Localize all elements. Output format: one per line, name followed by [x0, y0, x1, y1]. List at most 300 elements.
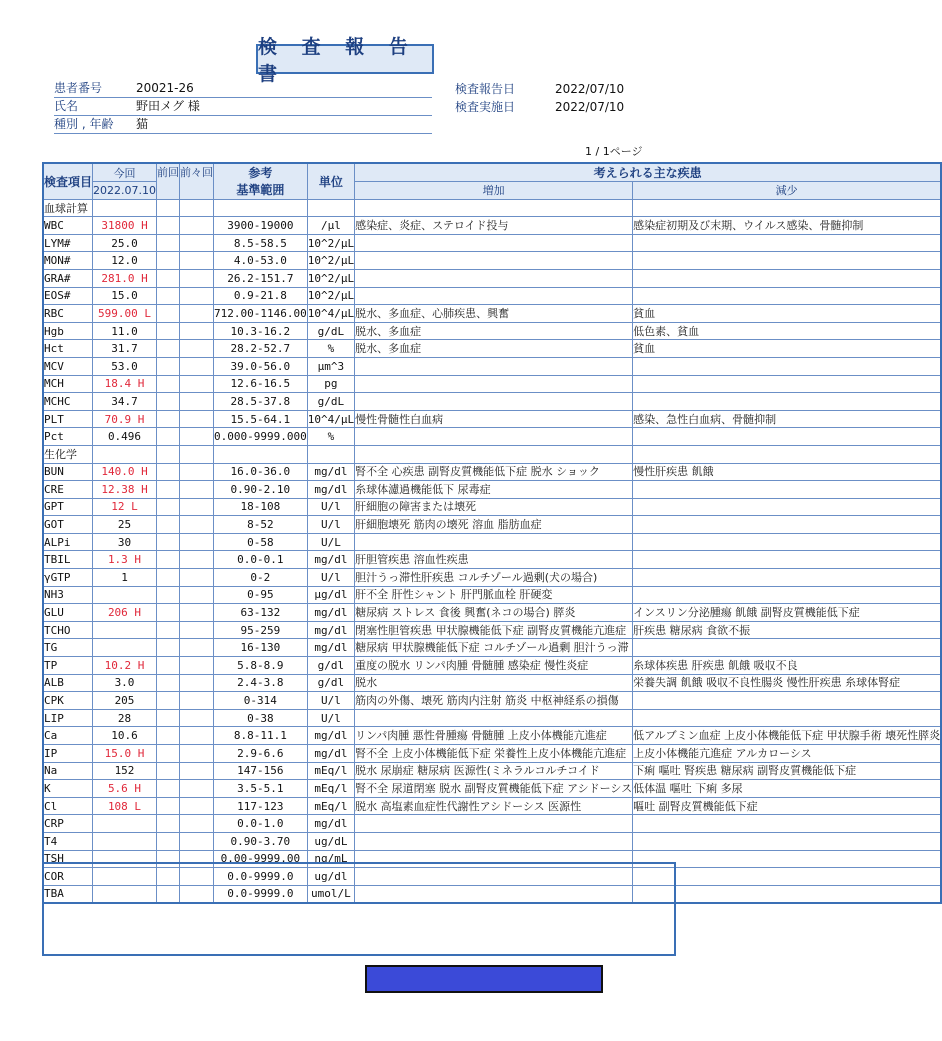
before-previous-value [180, 709, 214, 727]
decrease-diseases [633, 481, 942, 499]
reference-range: 95-259 [214, 621, 308, 639]
before-previous-value [180, 780, 214, 798]
current-value: 140.0 H [93, 463, 157, 481]
increase-diseases [355, 815, 633, 833]
test-name: MCV [43, 357, 93, 375]
increase-diseases [355, 832, 633, 850]
patient-name-label: 氏名 [54, 99, 79, 113]
increase-diseases: 脱水、多血症、心肺疾患、興奮 [355, 305, 633, 323]
current-value: 25 [93, 516, 157, 534]
before-previous-value [180, 322, 214, 340]
reference-range: 117-123 [214, 797, 308, 815]
unit-cell: pg [307, 375, 354, 393]
previous-value [157, 797, 180, 815]
table-row [43, 463, 941, 481]
increase-diseases: 糸球体濾過機能低下 尿毒症 [355, 481, 633, 499]
test-name: γGTP [43, 569, 93, 587]
current-value: 28 [93, 709, 157, 727]
header-unit: 単位 [307, 163, 354, 199]
header-reference [214, 163, 308, 199]
increase-diseases [355, 269, 633, 287]
report-title: 検 査 報 告 書 [256, 44, 434, 74]
table-row [43, 639, 941, 657]
table-row [43, 551, 941, 569]
report-date-label: 検査報告日 [455, 82, 516, 96]
unit-cell: % [307, 428, 354, 446]
unit-cell: ug/dL [307, 832, 354, 850]
table-row [43, 709, 941, 727]
table-row [43, 305, 941, 323]
decrease-diseases: 貧血 [633, 305, 942, 323]
test-name: Hct [43, 340, 93, 358]
redaction-bar [365, 965, 603, 993]
table-row [43, 797, 941, 815]
increase-diseases [355, 287, 633, 305]
test-name: CPK [43, 692, 93, 710]
decrease-diseases: 下痢 嘔吐 腎疾患 糖尿病 副腎皮質機能低下症 [633, 762, 942, 780]
unit-cell: U/l [307, 516, 354, 534]
test-name: TSH [43, 850, 93, 868]
unit-cell: mEq/l [307, 780, 354, 798]
decrease-diseases [633, 357, 942, 375]
header-item: 検査項目 [43, 163, 93, 199]
before-previous-value [180, 621, 214, 639]
table-row [43, 516, 941, 534]
before-previous-value [180, 375, 214, 393]
empty-cell [157, 445, 180, 463]
test-name: MON# [43, 252, 93, 270]
increase-diseases: 閉塞性胆管疾患 甲状腺機能低下症 副腎皮質機能亢進症 [355, 621, 633, 639]
test-name: MCHC [43, 393, 93, 411]
header-reference-line1: 参考 [248, 166, 273, 181]
test-name: ALB [43, 674, 93, 692]
previous-value [157, 692, 180, 710]
increase-diseases [355, 393, 633, 411]
current-value [93, 586, 157, 604]
increase-diseases [355, 234, 633, 252]
previous-value [157, 832, 180, 850]
current-value [93, 832, 157, 850]
exam-date-row [455, 98, 655, 116]
empty-cell [180, 445, 214, 463]
unit-cell: mg/dl [307, 481, 354, 499]
previous-value [157, 516, 180, 534]
current-value: 30 [93, 533, 157, 551]
current-value: 70.9 H [93, 410, 157, 428]
previous-value [157, 709, 180, 727]
table-row [43, 340, 941, 358]
decrease-diseases: 肝疾患 糖尿病 食欲不振 [633, 621, 942, 639]
patient-id-row [54, 80, 432, 98]
unit-cell: ng/mL [307, 850, 354, 868]
before-previous-value [180, 762, 214, 780]
increase-diseases: 脱水、多血症 [355, 340, 633, 358]
patient-name-row [54, 98, 432, 116]
decrease-diseases [633, 234, 942, 252]
current-value: 12.0 [93, 252, 157, 270]
table-row [43, 657, 941, 675]
increase-diseases: 慢性骨髄性白血病 [355, 410, 633, 428]
reference-range: 0-58 [214, 533, 308, 551]
section-label: 血球計算 [43, 199, 93, 217]
current-value: 0.496 [93, 428, 157, 446]
increase-diseases [355, 375, 633, 393]
unit-cell: U/l [307, 498, 354, 516]
decrease-diseases: 嘔吐 副腎皮質機能低下症 [633, 797, 942, 815]
previous-value [157, 340, 180, 358]
decrease-diseases [633, 551, 942, 569]
section-row [43, 445, 941, 463]
empty-cell [355, 199, 633, 217]
decrease-diseases: 感染症初期及び末期、ウイルス感染、骨髄抑制 [633, 217, 942, 235]
empty-cell [355, 445, 633, 463]
unit-cell: mg/dl [307, 745, 354, 763]
patient-id-label: 患者番号 [54, 81, 103, 95]
reference-range: 0.0-9999.0 [214, 868, 308, 886]
increase-diseases: 胆汁うっ滞性肝疾患 コルチゾール過剰(犬の場合) [355, 569, 633, 587]
before-previous-value [180, 217, 214, 235]
reference-range: 0-2 [214, 569, 308, 587]
before-previous-value [180, 569, 214, 587]
table-row [43, 621, 941, 639]
test-name: GPT [43, 498, 93, 516]
unit-cell: g/dl [307, 657, 354, 675]
empty-cell [157, 199, 180, 217]
current-value: 34.7 [93, 393, 157, 411]
unit-cell: μg/dl [307, 586, 354, 604]
header-before-previous: 前々回 [180, 163, 214, 199]
decrease-diseases: 貧血 [633, 340, 942, 358]
empty-cell [93, 199, 157, 217]
test-name: IP [43, 745, 93, 763]
current-value: 53.0 [93, 357, 157, 375]
reference-range: 10.3-16.2 [214, 322, 308, 340]
decrease-diseases [633, 516, 942, 534]
previous-value [157, 586, 180, 604]
decrease-diseases [633, 533, 942, 551]
before-previous-value [180, 674, 214, 692]
previous-value [157, 780, 180, 798]
test-name: TG [43, 639, 93, 657]
test-name: TBA [43, 885, 93, 903]
increase-diseases: 感染症、炎症、ステロイド投与 [355, 217, 633, 235]
increase-diseases: 腎不全 尿道閉塞 脱水 副腎皮質機能低下症 アシドーシス [355, 780, 633, 798]
decrease-diseases [633, 569, 942, 587]
previous-value [157, 463, 180, 481]
decrease-diseases: 低色素、貧血 [633, 322, 942, 340]
header-increase: 増加 [355, 182, 633, 200]
increase-diseases: 脱水、多血症 [355, 322, 633, 340]
before-previous-value [180, 410, 214, 428]
page-number: 1 / 1ページ [585, 145, 643, 158]
comment-box [42, 862, 676, 956]
current-value [93, 621, 157, 639]
reference-range: 0-314 [214, 692, 308, 710]
increase-diseases: 肝胆管疾患 溶血性疾患 [355, 551, 633, 569]
before-previous-value [180, 463, 214, 481]
empty-cell [633, 445, 942, 463]
table-row [43, 428, 941, 446]
unit-cell: mEq/l [307, 762, 354, 780]
current-value: 11.0 [93, 322, 157, 340]
decrease-diseases [633, 287, 942, 305]
decrease-diseases [633, 252, 942, 270]
decrease-diseases: 低体温 嘔吐 下痢 多尿 [633, 780, 942, 798]
unit-cell: mg/dl [307, 463, 354, 481]
previous-value [157, 727, 180, 745]
previous-value [157, 428, 180, 446]
unit-cell: mg/dl [307, 815, 354, 833]
empty-cell [180, 199, 214, 217]
table-row [43, 410, 941, 428]
previous-value [157, 551, 180, 569]
increase-diseases: 糖尿病 ストレス 食後 興奮(ネコの場合) 膵炎 [355, 604, 633, 622]
previous-value [157, 657, 180, 675]
header-diseases: 考えられる主な疾患 [355, 163, 942, 182]
results-body [43, 199, 941, 903]
current-value: 3.0 [93, 674, 157, 692]
test-name: TBIL [43, 551, 93, 569]
reference-range: 0.0-9999.0 [214, 885, 308, 903]
reference-range: 3900-19000 [214, 217, 308, 235]
patient-type-label: 種別 , 年齢 [54, 117, 114, 131]
table-row [43, 498, 941, 516]
empty-cell [307, 199, 354, 217]
before-previous-value [180, 657, 214, 675]
reference-range: 3.5-5.1 [214, 780, 308, 798]
previous-value [157, 252, 180, 270]
test-name: T4 [43, 832, 93, 850]
test-name: Pct [43, 428, 93, 446]
unit-cell: g/dL [307, 393, 354, 411]
before-previous-value [180, 516, 214, 534]
reference-range: 26.2-151.7 [214, 269, 308, 287]
decrease-diseases [633, 815, 942, 833]
test-name: CRP [43, 815, 93, 833]
increase-diseases: 筋肉の外傷、壊死 筋肉内注射 筋炎 中枢神経系の損傷 [355, 692, 633, 710]
current-value: 12 L [93, 498, 157, 516]
results-table [42, 162, 942, 904]
unit-cell: mg/dl [307, 727, 354, 745]
unit-cell: 10^2/μL [307, 287, 354, 305]
test-name: GLU [43, 604, 93, 622]
test-name: TCHO [43, 621, 93, 639]
unit-cell: % [307, 340, 354, 358]
current-value: 206 H [93, 604, 157, 622]
table-row [43, 780, 941, 798]
reference-range: 28.5-37.8 [214, 393, 308, 411]
patient-info [54, 80, 432, 134]
current-value: 31.7 [93, 340, 157, 358]
unit-cell: /μl [307, 217, 354, 235]
unit-cell: mEq/l [307, 797, 354, 815]
decrease-diseases [633, 375, 942, 393]
increase-diseases [355, 357, 633, 375]
increase-diseases: 脱水 尿崩症 糖尿病 医源性(ミネラルコルチコイド [355, 762, 633, 780]
table-row [43, 357, 941, 375]
table-row [43, 586, 941, 604]
reference-range: 28.2-52.7 [214, 340, 308, 358]
test-name: GRA# [43, 269, 93, 287]
reference-range: 0.0-0.1 [214, 551, 308, 569]
reference-range: 0.90-2.10 [214, 481, 308, 499]
previous-value [157, 410, 180, 428]
before-previous-value [180, 340, 214, 358]
exam-date: 2022/07/10 [555, 100, 625, 114]
previous-value [157, 815, 180, 833]
decrease-diseases [633, 639, 942, 657]
current-value: 152 [93, 762, 157, 780]
reference-range: 2.4-3.8 [214, 674, 308, 692]
test-name: Hgb [43, 322, 93, 340]
test-name: RBC [43, 305, 93, 323]
increase-diseases: 脱水 高塩素血症性代謝性アシドーシス 医源性 [355, 797, 633, 815]
decrease-diseases [633, 709, 942, 727]
section-label: 生化学 [43, 445, 93, 463]
table-row [43, 727, 941, 745]
increase-diseases: 脱水 [355, 674, 633, 692]
before-previous-value [180, 797, 214, 815]
unit-cell: mg/dl [307, 551, 354, 569]
previous-value [157, 305, 180, 323]
reference-range: 5.8-8.9 [214, 657, 308, 675]
unit-cell: g/dl [307, 674, 354, 692]
reference-range: 0.0-1.0 [214, 815, 308, 833]
previous-value [157, 569, 180, 587]
header-current: 今回 [93, 163, 157, 182]
unit-cell: 10^2/μL [307, 234, 354, 252]
reference-range: 4.0-53.0 [214, 252, 308, 270]
table-row [43, 569, 941, 587]
exam-date-label: 検査実施日 [455, 100, 516, 114]
current-value: 281.0 H [93, 269, 157, 287]
table-row [43, 815, 941, 833]
decrease-diseases [633, 692, 942, 710]
increase-diseases: 糖尿病 甲状腺機能低下症 コルチゾール過剰 胆汁うっ滞 [355, 639, 633, 657]
header-current-date: 2022.07.10 [93, 182, 157, 200]
decrease-diseases: 糸球体疾患 肝疾患 飢餓 吸収不良 [633, 657, 942, 675]
before-previous-value [180, 498, 214, 516]
before-previous-value [180, 692, 214, 710]
decrease-diseases: 感染、急性白血病、骨髄抑制 [633, 410, 942, 428]
table-row [43, 269, 941, 287]
previous-value [157, 498, 180, 516]
increase-diseases: 腎不全 心疾患 副腎皮質機能低下症 脱水 ショック [355, 463, 633, 481]
decrease-diseases [633, 586, 942, 604]
reference-range: 16-130 [214, 639, 308, 657]
header-previous: 前回 [157, 163, 180, 199]
decrease-diseases [633, 832, 942, 850]
before-previous-value [180, 815, 214, 833]
unit-cell: 10^4/μL [307, 305, 354, 323]
unit-cell: 10^2/μL [307, 252, 354, 270]
before-previous-value [180, 551, 214, 569]
before-previous-value [180, 393, 214, 411]
test-name: Na [43, 762, 93, 780]
current-value: 10.2 H [93, 657, 157, 675]
table-row [43, 745, 941, 763]
previous-value [157, 481, 180, 499]
test-name: PLT [43, 410, 93, 428]
reference-range: 8-52 [214, 516, 308, 534]
reference-range: 0.9-21.8 [214, 287, 308, 305]
unit-cell: mg/dl [307, 639, 354, 657]
decrease-diseases [633, 885, 942, 903]
empty-cell [307, 445, 354, 463]
test-name: K [43, 780, 93, 798]
current-value: 18.4 H [93, 375, 157, 393]
test-name: TP [43, 657, 93, 675]
table-row [43, 762, 941, 780]
current-value: 31800 H [93, 217, 157, 235]
before-previous-value [180, 639, 214, 657]
before-previous-value [180, 604, 214, 622]
previous-value [157, 269, 180, 287]
reference-range: 147-156 [214, 762, 308, 780]
reference-range: 12.6-16.5 [214, 375, 308, 393]
test-name: BUN [43, 463, 93, 481]
previous-value [157, 762, 180, 780]
table-row [43, 375, 941, 393]
previous-value [157, 234, 180, 252]
patient-type-row [54, 116, 432, 134]
before-previous-value [180, 305, 214, 323]
test-name: LIP [43, 709, 93, 727]
decrease-diseases [633, 498, 942, 516]
before-previous-value [180, 428, 214, 446]
decrease-diseases [633, 868, 942, 886]
before-previous-value [180, 745, 214, 763]
increase-diseases [355, 428, 633, 446]
current-value [93, 639, 157, 657]
decrease-diseases [633, 850, 942, 868]
before-previous-value [180, 586, 214, 604]
decrease-diseases: 慢性肝疾患 飢餓 [633, 463, 942, 481]
reference-range: 18-108 [214, 498, 308, 516]
reference-range: 16.0-36.0 [214, 463, 308, 481]
table-row [43, 533, 941, 551]
before-previous-value [180, 287, 214, 305]
current-value: 1 [93, 569, 157, 587]
table-row [43, 674, 941, 692]
decrease-diseases: 低アルブミン血症 上皮小体機能低下症 甲状腺手術 壊死性膵炎 [633, 727, 942, 745]
unit-cell: U/l [307, 569, 354, 587]
previous-value [157, 745, 180, 763]
increase-diseases: 肝細胞壊死 筋肉の壊死 溶血 脂肪血症 [355, 516, 633, 534]
unit-cell: mg/dl [307, 604, 354, 622]
test-name: COR [43, 868, 93, 886]
header-decrease: 減少 [633, 182, 942, 200]
test-name: Cl [43, 797, 93, 815]
before-previous-value [180, 252, 214, 270]
increase-diseases [355, 709, 633, 727]
decrease-diseases: 栄養失調 飢餓 吸収不良性腸炎 慢性肝疾患 糸球体腎症 [633, 674, 942, 692]
previous-value [157, 621, 180, 639]
previous-value [157, 322, 180, 340]
previous-value [157, 287, 180, 305]
before-previous-value [180, 234, 214, 252]
current-value: 15.0 [93, 287, 157, 305]
increase-diseases: 腎不全 上皮小体機能低下症 栄養性上皮小体機能亢進症 [355, 745, 633, 763]
table-row [43, 604, 941, 622]
test-name: CRE [43, 481, 93, 499]
unit-cell: μm^3 [307, 357, 354, 375]
unit-cell: mg/dl [307, 621, 354, 639]
table-row [43, 393, 941, 411]
test-name: ALPi [43, 533, 93, 551]
current-value: 12.38 H [93, 481, 157, 499]
report-dates [455, 80, 655, 116]
